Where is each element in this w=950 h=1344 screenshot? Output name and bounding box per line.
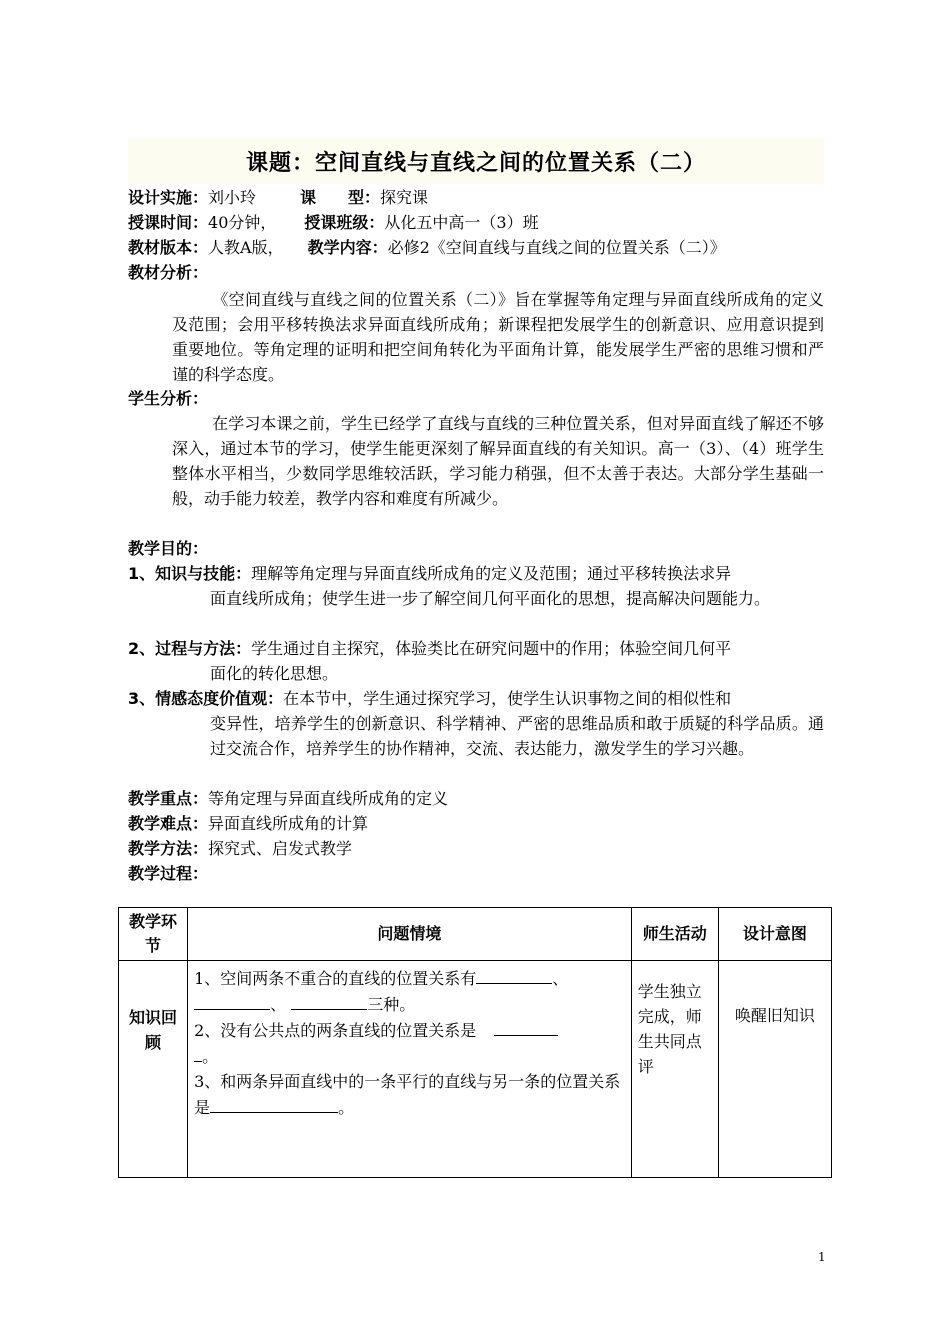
objectives-label: 教学目的： (128, 539, 209, 558)
objectives-heading (128, 536, 208, 562)
question-2-cont (194, 1043, 625, 1069)
difficulty-label: 教学难点： (128, 814, 209, 833)
q2-blank (494, 1017, 558, 1036)
student-analysis-body: 在学习本课之前，学生已经学了直线与直线的三种位置关系，但对异面直线了解还不够深入，通过本节的学习，使学生能更深刻了解异面直线的有关知识。高一（3）、（4）班学生整体水平相当，少数同学思维较活跃，学习能力稍强，但不太善于表达。大部分学生基础一般，动手能力较差，教学内容和难度有所减少。 (172, 414, 824, 508)
objective-1-label: 1、知识与技能： (128, 564, 252, 583)
objective-2-label: 2、过程与方法： (128, 639, 252, 658)
q1-blank-3 (291, 991, 367, 1010)
difficulty-line (128, 811, 368, 837)
page-title: 课题：空间直线与直线之间的位置关系（二） (245, 151, 706, 176)
info-line-time (128, 210, 539, 236)
type-label: 课 型： (300, 188, 381, 207)
question-1-cont (194, 991, 625, 1017)
process-heading (128, 861, 208, 887)
class-label: 授课班级： (304, 213, 385, 232)
q1-sep-2: 、 (270, 995, 287, 1014)
objective-1-rest: 面直线所成角；使学生进一步了解空间几何平面化的思想，提高解决问题能力。 (210, 589, 771, 608)
q1-blank-1 (476, 965, 552, 984)
process-table (118, 907, 832, 1178)
edition-value: 人教A版， (208, 238, 284, 257)
student-analysis-heading (128, 386, 208, 412)
student-analysis-text (172, 411, 824, 511)
q3-text: 3、和两条异面直线中的一条平行的直线与另一条的位置关系是 (194, 1072, 621, 1117)
content-label: 教学内容： (307, 238, 388, 257)
method-label: 教学方法： (128, 839, 209, 858)
row-section: 知识回顾 (119, 961, 188, 1178)
key-point-label: 教学重点： (128, 789, 209, 808)
designer-label: 设计实施： (128, 188, 209, 207)
q1-sep: 、 (552, 969, 569, 988)
difficulty-text: 异面直线所成角的计算 (208, 814, 369, 833)
q2-blank-tail (194, 1043, 202, 1062)
objective-3-rest: 变异性，培养学生的创新意识、科学精神、严密的思维品质和敢于质疑的科学品质。通过交流合作，培养学生的协作精神，交流、表达能力，激发学生的学习兴趣。 (210, 714, 824, 758)
textbook-analysis-heading (128, 260, 208, 286)
question-3 (194, 1069, 625, 1120)
student-analysis-label: 学生分析： (128, 389, 209, 408)
time-label: 授课时间： (128, 213, 209, 232)
edition-label: 教材版本： (128, 238, 209, 257)
q1-text: 1、空间两条不重合的直线的位置关系有 (194, 969, 477, 988)
table-header-row (119, 908, 832, 961)
header-problem: 问题情境 (188, 908, 632, 961)
table-row (119, 961, 832, 1178)
textbook-analysis-body: 《空间直线与直线之间的位置关系（二）》旨在掌握等角定理与异面直线所成角的定义及范围；会用平移转换法求异面直线所成角；新课程把发展学生的创新意识、应用意识提到重要地位。等角定理的证明和把空间角转化为平面角计算，能发展学生严密的思维习惯和严谨的科学态度。 (172, 290, 824, 384)
header-section: 教学环节 (119, 908, 188, 961)
textbook-analysis-label: 教材分析： (128, 263, 209, 282)
question-1 (194, 965, 625, 991)
objective-3-first: 在本节中，学生通过探究学习，使学生认识事物之间的相似性和 (283, 689, 732, 708)
objective-item-1 (128, 561, 824, 611)
q3-blank (210, 1094, 338, 1113)
process-label: 教学过程： (128, 864, 209, 883)
method-line (128, 836, 352, 862)
objective-3-label: 3、情感态度价值观： (128, 689, 284, 708)
q3-end: 。 (338, 1098, 355, 1117)
time-value: 40分钟， (208, 213, 277, 232)
objective-2-first: 学生通过自主探究，体验类比在研究问题中的作用；体验空间几何平 (251, 639, 732, 658)
designer-value: 刘小玲 (208, 188, 257, 207)
row-intent: 唤醒旧知识 (718, 961, 831, 1178)
q2-text: 2、没有公共点的两条直线的位置关系是 (194, 1021, 477, 1040)
question-2 (194, 1017, 625, 1043)
row-activity: 学生独立完成，师生共同点评 (631, 961, 718, 1178)
key-point-line (128, 786, 448, 812)
page-number: 1 (818, 1250, 826, 1264)
content-value: 必修2《空间直线与直线之间的位置关系（二）》 (387, 238, 726, 257)
q2-end: 。 (202, 1047, 219, 1066)
method-text: 探究式、启发式教学 (208, 839, 353, 858)
type-value: 探究课 (380, 188, 429, 207)
objective-item-3 (128, 686, 824, 761)
key-point-text: 等角定理与异面直线所成角的定义 (208, 789, 449, 808)
objective-item-2 (128, 636, 824, 686)
q1-end: 三种。 (367, 995, 416, 1014)
class-value: 从化五中高一（3）班 (384, 213, 539, 232)
textbook-analysis-text (172, 287, 824, 387)
info-line-edition (128, 235, 726, 261)
header-intent: 设计意图 (718, 908, 831, 961)
row-problem (188, 961, 632, 1178)
info-line-designer (128, 185, 428, 211)
q1-blank-2 (194, 991, 270, 1010)
objective-1-first: 理解等角定理与异面直线所成角的定义及范围；通过平移转换法求异 (251, 564, 732, 583)
header-activity: 师生活动 (631, 908, 718, 961)
objective-2-rest: 面化的转化思想。 (210, 664, 339, 683)
